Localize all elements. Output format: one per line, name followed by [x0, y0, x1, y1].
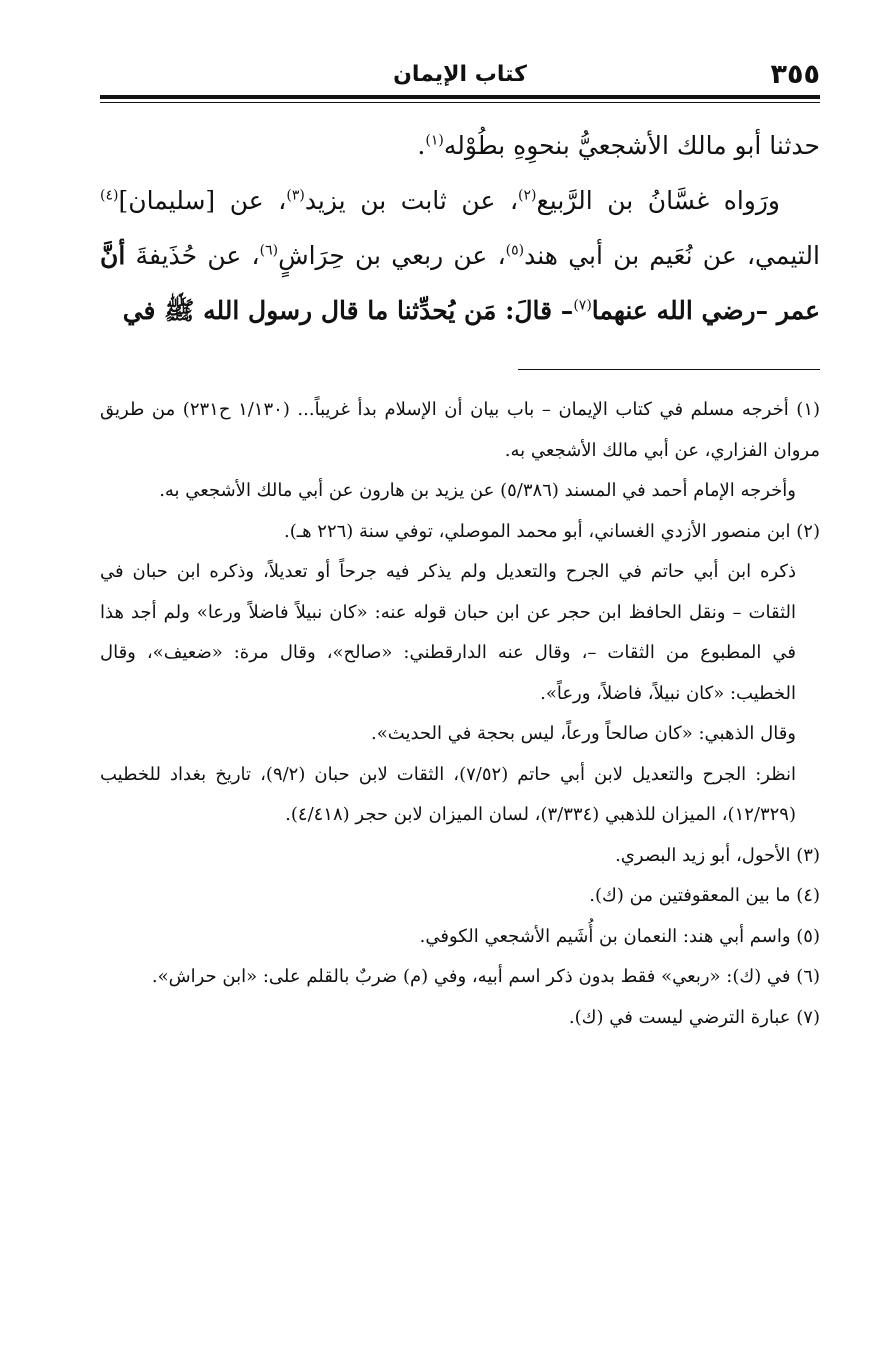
footnote-2-continuation: ذكره ابن أبي حاتم في الجرح والتعديل ولم يذكر فيه جرحاً أو تعديلاً، وذكره ابن حبان في الثقات – ونقل الحافظ ابن حجر عن ابن حبان قوله عنه: «كان نبيلاً فاضلاً ورعا» ولم أجد هذا في المطبوع من الثقات –، وقال عنه الدارقطني: «صالح»، وقال مرة: «ضعيف»، وقال الخطيب: «كان نبيلاً، فاضلاً، ورعاً». [100, 561, 796, 704]
paragraph-2 [100, 173, 820, 338]
footnote-2-continuation: وقال الذهبي: «كان صالحاً ورعاً، ليس بحجة في الحديث». [371, 723, 796, 744]
footnote-6: (٦) في (ك): «ربعي» فقط بدون ذكر اسم أبيه، وفي (م) ضربٌ بالقلم على: «ابن حراش». [151, 966, 820, 987]
text-segment: . [417, 131, 426, 160]
footnote-ref: (٦) [259, 242, 279, 259]
text-segment: حدثنا أبو مالك الأشجعيُّ بنحوِهِ بطُوْله [443, 131, 820, 160]
footnote-1-continuation: وأخرجه الإمام أحمد في المسند (٥/٣٨٦) عن يزيد بن هارون عن أبي مالك الأشجعي به. [159, 480, 796, 501]
main-text [100, 118, 820, 338]
footnote-ref: (٧) [573, 297, 592, 314]
footnote-ref: (٥) [505, 242, 525, 259]
footnote-ref: (٣) [286, 187, 305, 204]
footnote-ref: (٢) [518, 187, 537, 204]
text-segment: التيمي، عن نُعَيم بن أبي هند [524, 241, 820, 270]
footnote-1: (١) أخرجه مسلم في كتاب الإيمان – باب بيان أن الإسلام بدأ غريباً... (١/١٣٠ ح٢٣١) من طريق مروان الفزاري، عن أبي مالك الأشجعي به. [100, 399, 821, 461]
text-segment: ، عن ثابت بن يزيد [304, 186, 519, 215]
footnote-5: (٥) واسم أبي هند: النعمان بن أُشَيم الأشجعي الكوفي. [419, 925, 820, 947]
paragraph-1 [100, 118, 820, 173]
footnote-2-continuation: انظر: الجرح والتعديل لابن أبي حاتم (٧/٥٢)، الثقات لابن حبان (٩/٢)، تاريخ بغداد للخطيب (١٢/٣٢٩)، الميزان للذهبي (٣/٣٣٤)، لسان الميزان لابن حجر (٤/٤١٨). [100, 763, 797, 825]
bold-text-segment: أنَّ عمر –رضي الله عنهما [100, 241, 820, 325]
text-segment: ، عن [سليمان] [118, 186, 287, 215]
footnote-2: (٢) ابن منصور الأزدي الغساني، أبو محمد الموصلي، توفي سنة (٢٢٦ هـ). [284, 520, 820, 542]
header-rule-thick [100, 95, 820, 99]
text-segment: ، عن ربعي بن حِرَاشٍ [278, 241, 506, 270]
footnote-ref: (١) [425, 132, 444, 149]
text-segment: ورَواه غسَّانُ بن الرَّبيع [536, 186, 780, 215]
page-header [100, 58, 820, 94]
text-segment: ، عن حُذَيفةَ [125, 241, 260, 270]
footnote-4: (٤) ما بين المعقوفتين من (ك). [589, 885, 820, 906]
footnote-7: (٧) عبارة الترضي ليست في (ك). [568, 1006, 820, 1028]
header-rule-thin [100, 102, 820, 103]
running-title: كتاب الإيمان [393, 62, 527, 87]
footnote-separator [518, 369, 820, 370]
footnote-3: (٣) الأحول، أبو زيد البصري. [615, 844, 820, 866]
bold-text-segment: – قالَ: مَن يُحدِّثنا ما قال رسول الله ﷺ في [122, 296, 574, 325]
footnote-ref: (٤) [100, 187, 119, 204]
page-number: ٣٥٥ [770, 59, 820, 90]
footnotes [100, 390, 820, 1038]
